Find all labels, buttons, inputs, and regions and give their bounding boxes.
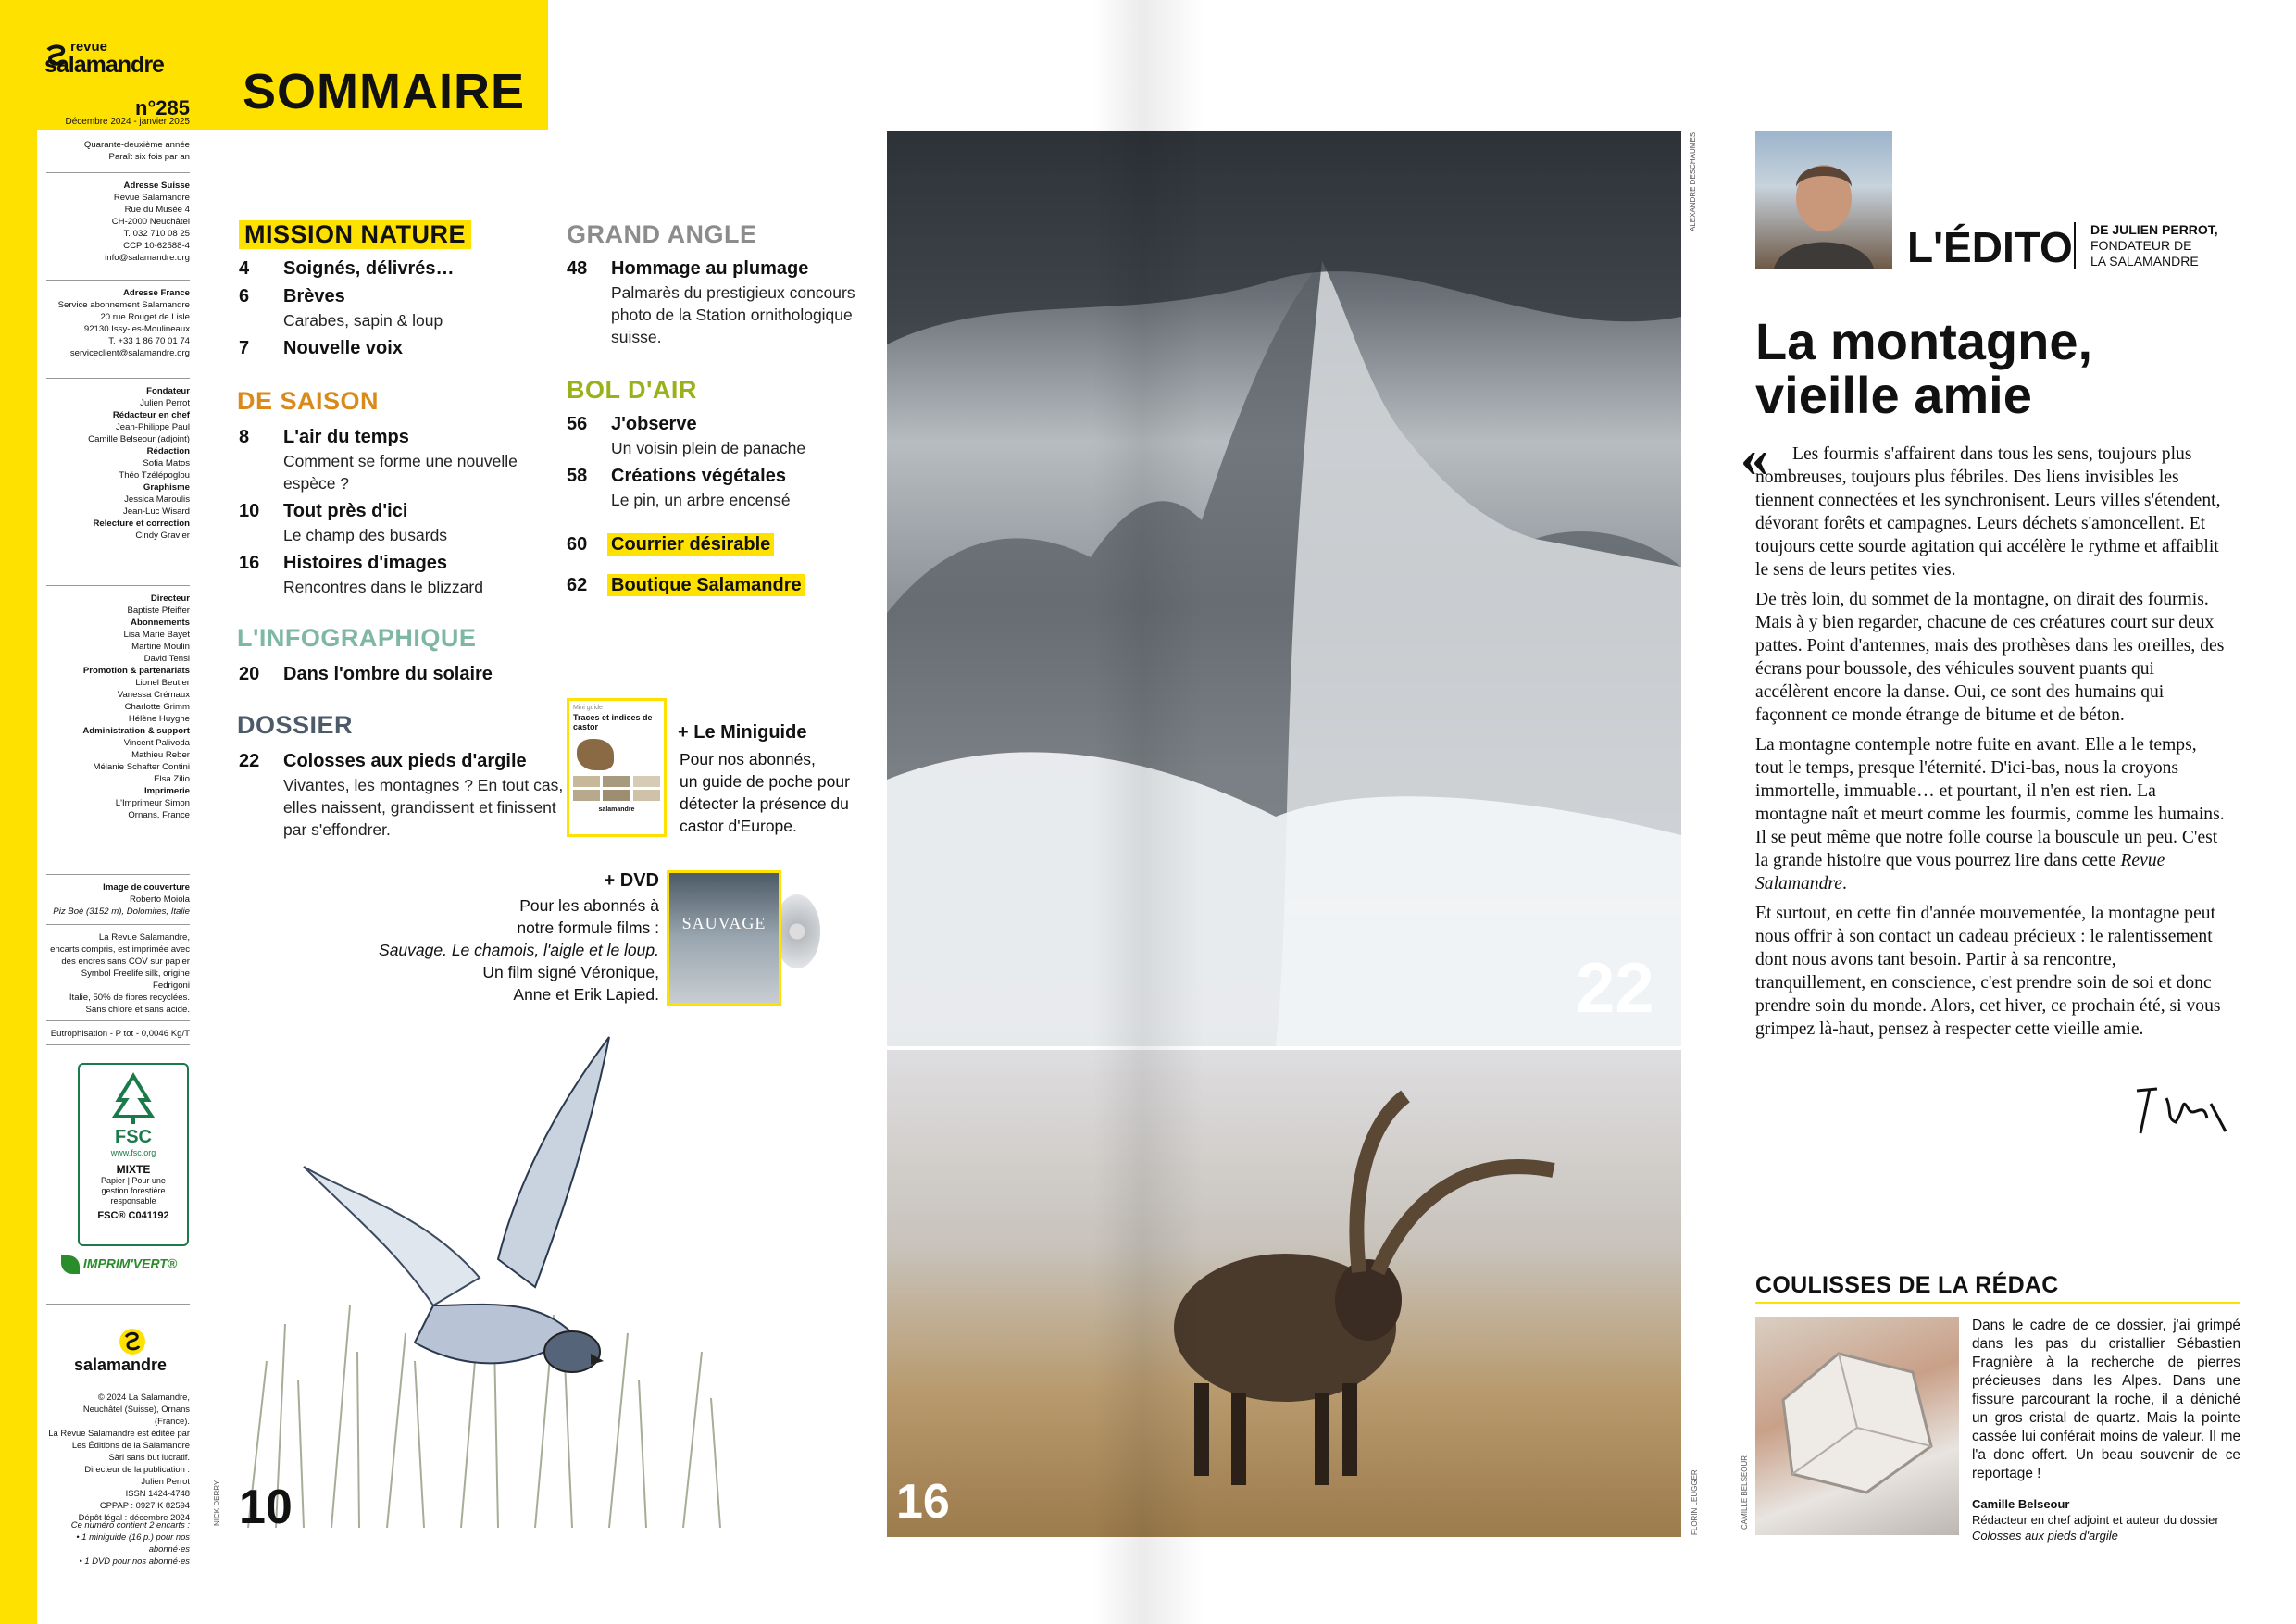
byline-line: DE JULIEN PERROT, [2090, 222, 2218, 237]
toc-desc-line: photo de la Station ornithologique [611, 306, 853, 324]
coulisses-credit: CAMILLE BELSEOUR [1741, 1455, 1749, 1530]
dvd-cover [667, 870, 781, 1006]
copyright-line: Dépôt légal : décembre 2024 [78, 1512, 190, 1522]
staff-title: Directeur [150, 593, 190, 604]
toc-desc-line: Vivantes, les montagnes ? En tout cas, [283, 776, 564, 794]
toc-title: J'observe [611, 414, 697, 434]
imprim-vert-logo [61, 1255, 191, 1289]
eutrophisation: Eutrophisation - P tot - 0,0046 Kg/T [50, 1029, 190, 1039]
salamander-logo-icon [44, 44, 69, 69]
staff-name: Martine Moulin [131, 642, 190, 652]
staff-name: Ornans, France [128, 810, 190, 820]
staff-title: Fondateur [146, 386, 190, 396]
suisse-title: Adresse Suisse [123, 181, 190, 191]
cover-credit-title: Image de couverture [103, 882, 190, 893]
dvd-desc-line: Pour les abonnés à [519, 896, 659, 915]
imprim-vert-label: IMPRIM'VERT® [82, 1255, 178, 1271]
copyright-line: Directeur de la publication : [84, 1464, 190, 1474]
toc-desc-line: elles naissent, grandissent et finissent [283, 798, 556, 817]
france-line: 20 rue Rouget de Lisle [100, 312, 190, 322]
toc-desc: Le champ des busards [283, 526, 448, 544]
photo-credit: FLORIN LEUGGER [1691, 1469, 1699, 1535]
toc-title: Dans l'ombre du solaire [283, 664, 493, 684]
author-role-dossier: Colosses aux pieds d'argile [1972, 1529, 2118, 1543]
toc-page: 48 [567, 258, 588, 279]
france-line: serviceclient@salamandre.org [69, 348, 190, 358]
year-line: Quarante-deuxième année [83, 140, 190, 150]
staff-title: Abonnements [131, 618, 190, 628]
address-france [46, 287, 190, 359]
encarts-line: Ce numéro contient 2 encarts : [70, 1519, 190, 1530]
issue-number: n°285 [135, 96, 190, 119]
edito-paragraph-text: La montagne contemple notre fuite en avant. Elle a le temps, tout le temps, presque l'éternité. D'ici-bas, nous la croyons immortelle, immuable… et pourtant, il n'en est rien. La montagne naît et meurt comme les fourmis, comme les humains. Il se peut même que notre folle course la bouscule un peu. C'est la grande histoire que vous pourrez lire dans cette [1755, 735, 2225, 870]
miniguide-cover-brand: salamandre [598, 806, 635, 813]
toc-desc: Rencontres dans le blizzard [283, 578, 483, 596]
coulisses-author [1972, 1496, 2240, 1543]
dvd-desc [363, 894, 659, 1006]
headline-line: La montagne, [1755, 312, 2093, 370]
portrait-illustration [1755, 131, 1892, 269]
issue-date: Décembre 2024 - janvier 2025 [65, 117, 190, 127]
paper-line: Sans chlore et sans acide. [85, 1005, 190, 1015]
dvd-desc-line: Un film signé Véronique, [482, 963, 659, 981]
copyright-line: © 2024 La Salamandre, [97, 1392, 190, 1402]
staff-name: Sofia Matos [143, 458, 190, 468]
thumb [633, 776, 660, 787]
staff-title: Relecture et correction [93, 518, 190, 529]
fsc-url: www.fsc.org [110, 1148, 156, 1157]
edito-paragraph [1755, 733, 2227, 895]
fsc-text-line: gestion forestière [101, 1186, 166, 1195]
staff-name: Lisa Marie Bayet [123, 630, 190, 640]
miniguide-cover-title: Traces et indices de castor [573, 713, 653, 731]
beaver-icon [577, 739, 614, 770]
toc-page: 20 [239, 664, 260, 684]
staff-name: Mélanie Schafter Contini [93, 762, 190, 772]
section-dossier: DOSSIER [237, 711, 354, 739]
mountain-illustration [887, 131, 1681, 1046]
page-gutter [1092, 0, 1204, 1624]
copyright-line: CPPAP : 0927 K 82594 [99, 1500, 190, 1510]
coulisses-text: Dans le cadre de ce dossier, j'ai grimpé dans les pas du cristallier Sébastien Fragnière à la recherche de pierres précieuses dans les Alpes. Dans une fissure parcourant la roche, il a déniché un gros cristal de quartz. Mais la pointe cassée lui conférait moins de valeur. Il me l'a donc offert. Un beau souvenir de ce reportage ! [1972, 1318, 2240, 1481]
staff-name: Cindy Gravier [135, 531, 190, 541]
toc-page: 62 [567, 575, 588, 595]
copyright-line: Les Éditions de la Salamandre [71, 1440, 190, 1450]
copyright-line: La Revue Salamandre est éditée par [48, 1428, 190, 1438]
fsc-code: FSC® C041192 [97, 1210, 169, 1221]
toc-title: Histoires d'images [283, 553, 448, 573]
toc-page: 6 [239, 286, 250, 306]
toc-desc-line: Palmarès du prestigieux concours [611, 283, 855, 302]
staff-title: Graphisme [143, 482, 190, 493]
opening-quote-mark: « [1741, 427, 1768, 488]
harrier-sketch-illustration [239, 1028, 739, 1537]
edito-body [1755, 443, 2227, 1047]
edito-paragraph: Et surtout, en cette fin d'année mouvementée, la montagne peut nous offrir à son contact un cadeau précieux : le ralentissement dont nous avons tant besoin. Partir à sa rencontre, tranquillement, en conscience, c'est prendre soin de soi et donc prendre soin du monde. Alors, cet hiver, ce prochain été, si vous grimpez là-haut, pensez à respecter cette vieille amie. [1755, 904, 2221, 1039]
edito-separator [2074, 222, 2076, 269]
edito-byline [2090, 222, 2218, 269]
fsc-logo [78, 1063, 189, 1246]
staff-name: David Tensi [144, 654, 190, 664]
france-line: 92130 Issy-les-Moulineaux [83, 324, 190, 334]
fsc-mixte: MIXTE [116, 1163, 151, 1176]
author-role: Rédacteur en chef adjoint et auteur du dossier [1972, 1513, 2219, 1527]
staff-name: Hélène Huyghe [128, 714, 190, 724]
staff-name: Baptiste Pfeiffer [127, 606, 190, 616]
section-mission-nature: MISSION NATURE [239, 220, 471, 249]
toc-title: Tout près d'ici [283, 501, 408, 521]
miniguide-title: + Le Miniguide [678, 722, 807, 743]
staff-name: Camille Belseour (adjoint) [88, 434, 190, 444]
staff-title: Administration & support [82, 726, 190, 736]
toc-title: Nouvelle voix [283, 338, 403, 358]
thumb [573, 790, 600, 801]
mountain-photo [887, 131, 1681, 1046]
staff-name: Vanessa Crémaux [117, 690, 190, 700]
copyright-line: ISSN 1424-4748 [125, 1488, 190, 1498]
staff-name: Jean-Philippe Paul [115, 422, 190, 432]
cover-credit-line: Piz Boè (3152 m), Dolomites, Italie [53, 906, 190, 917]
section-infographique: L'INFOGRAPHIQUE [237, 624, 477, 652]
byline-line: LA SALAMANDRE [2090, 254, 2199, 269]
toc-desc-line: espèce ? [283, 474, 350, 493]
brand-name: salamandre [44, 52, 164, 78]
masthead-year [46, 139, 190, 163]
toc-title: Courrier désirable [607, 533, 774, 556]
edito-paragraph-end: . [1841, 874, 1847, 893]
photo-credit: ALEXANDRE DESCHAUMES [1689, 131, 1697, 231]
paper-line: La Revue Salamandre, [98, 932, 190, 943]
toc-page: 16 [239, 553, 260, 573]
divider [46, 585, 190, 586]
dvd-desc-line: Anne et Erik Lapied. [513, 985, 659, 1004]
credits-staff [46, 385, 190, 542]
salamandre-logo-small [74, 1328, 168, 1375]
address-suisse [46, 180, 190, 264]
france-line: T. +33 1 86 70 01 74 [108, 336, 190, 346]
paper-info [46, 931, 190, 1016]
divider [46, 280, 190, 281]
copyright-line: Neuchâtel (Suisse), Ornans (France). [82, 1404, 190, 1426]
photo-page-number: 22 [1576, 949, 1654, 1028]
toc-page: 56 [567, 414, 588, 434]
staff-name: Jessica Maroulis [124, 494, 190, 505]
toc-desc-line: suisse. [611, 328, 662, 346]
suisse-line: T. 032 710 08 25 [123, 229, 190, 239]
signature-image [2129, 1081, 2231, 1137]
encarts-line: • 1 miniguide (16 p.) pour nos abonné·es [76, 1531, 190, 1554]
toc-desc-line: par s'effondrer. [283, 820, 391, 839]
paper-line: encarts compris, est imprimée avec [50, 944, 190, 955]
sketch-page-number: 10 [239, 1480, 293, 1534]
fsc-text-line: responsable [110, 1196, 156, 1206]
toc-page: 58 [567, 466, 588, 486]
credits-admin [46, 593, 190, 821]
toc-desc [611, 281, 855, 348]
miniguide-desc [680, 748, 850, 837]
divider [46, 924, 190, 925]
suisse-line: CCP 10-62588-4 [123, 241, 190, 251]
france-title: Adresse France [123, 288, 190, 298]
toc-title: Boutique Salamandre [607, 574, 805, 596]
toc-title: Hommage au plumage [611, 258, 809, 279]
encarts-line: • 1 DVD pour nos abonné·es [79, 1555, 190, 1566]
brand-logo [44, 41, 193, 76]
suisse-line: CH-2000 Neuchâtel [111, 217, 190, 227]
miniguide-desc-line: un guide de poche pour [680, 772, 850, 791]
ibex-photo [887, 1050, 1681, 1537]
salamandre-wordmark: salamandre [74, 1355, 168, 1374]
leaf-icon [61, 1255, 80, 1274]
byline-line: FONDATEUR DE [2090, 238, 2192, 253]
section-bol-d-air: BOL D'AIR [567, 376, 697, 404]
staff-name: Elsa Zilio [154, 774, 190, 784]
fsc-tree-icon [106, 1072, 161, 1124]
edito-headline [1755, 312, 2093, 424]
toc-title: L'air du temps [283, 427, 409, 447]
toc-page: 10 [239, 501, 260, 521]
fsc-text-line: Papier | Pour une [101, 1176, 166, 1185]
staff-name: Théo Tzélépoglou [119, 470, 190, 481]
staff-title: Promotion & partenariats [82, 666, 190, 676]
quartz-crystal-photo [1755, 1317, 1959, 1535]
toc-page: 22 [239, 751, 260, 771]
edito-paragraph: De très loin, du sommet de la montagne, on dirait des fourmis. Mais à y bien regarder, chacune de ces créatures court sur deux pattes. Point d'antennes, mais des prothèses dans les oreilles, des écrans pour boussole, des véhicules souvent puants qui accélèrent encore la danse. Oui, ce sont des humains qui façonnent ce monde étrange de bitume et de béton. [1755, 590, 2225, 725]
frequency-line: Paraît six fois par an [108, 152, 190, 162]
section-de-saison: DE SAISON [237, 387, 380, 415]
toc-page: 60 [567, 534, 588, 555]
france-line: Service abonnement Salamandre [57, 300, 190, 310]
toc-desc [283, 450, 518, 494]
staff-name: Jean-Luc Wisard [123, 506, 190, 517]
ibex-illustration [887, 1050, 1681, 1537]
toc-desc: Le pin, un arbre encensé [611, 491, 791, 509]
staff-title: Rédaction [146, 446, 190, 456]
divider [46, 1044, 190, 1045]
toc-title: Créations végétales [611, 466, 786, 486]
headline-line: vieille amie [1755, 366, 2032, 424]
thumb [603, 790, 630, 801]
miniguide-desc-line: castor d'Europe. [680, 817, 797, 835]
dvd-desc-film: Sauvage. Le chamois, l'aigle et le loup. [379, 941, 659, 959]
thumb [603, 776, 630, 787]
toc-desc: Un voisin plein de panache [611, 439, 806, 457]
author-portrait [1755, 131, 1892, 269]
miniguide-thumbs [573, 776, 660, 801]
staff-name: Mathieu Reber [131, 750, 190, 760]
dvd-title: + DVD [604, 870, 659, 891]
toc-page: 7 [239, 338, 250, 358]
divider [46, 172, 190, 173]
quartz-illustration [1755, 1317, 1959, 1535]
staff-title: Imprimerie [144, 786, 190, 796]
coulisses-title: COULISSES DE LA RÉDAC [1755, 1272, 2059, 1298]
divider [46, 1304, 190, 1305]
thumb [573, 776, 600, 787]
copyright-line: Julien Perrot [141, 1476, 190, 1486]
author-name: Camille Belseour [1972, 1497, 2070, 1511]
sketch-credit: NICK DERRY [213, 1480, 221, 1526]
section-grand-angle: GRAND ANGLE [567, 220, 757, 248]
photo-page-number: 16 [896, 1475, 950, 1529]
suisse-line: Revue Salamandre [113, 193, 190, 203]
miniguide-desc-line: Pour nos abonnés, [680, 750, 816, 768]
dvd-desc-line: notre formule films : [517, 918, 659, 937]
toc-desc: Carabes, sapin & loup [283, 311, 443, 330]
coulisses-rule [1755, 1302, 2240, 1304]
miniguide-cover [567, 698, 667, 837]
fsc-text [80, 1176, 187, 1206]
edito-label: L'ÉDITO [1907, 223, 2073, 271]
encarts-note [46, 1518, 190, 1567]
brand-revue: revue [70, 39, 108, 55]
staff-name: Vincent Palivoda [123, 738, 190, 748]
toc-page: 4 [239, 258, 250, 279]
divider [46, 874, 190, 875]
copyright-block [46, 1391, 190, 1523]
edito-italic: Revue Salamandre [1755, 851, 2165, 893]
staff-name: Julien Perrot [140, 398, 190, 408]
toc-desc [283, 774, 563, 841]
toc-title: Soignés, délivrés… [283, 258, 455, 279]
fsc-label: FSC [115, 1127, 152, 1147]
yellow-margin-strip [0, 0, 37, 1624]
suisse-line: Rue du Musée 4 [124, 205, 190, 215]
staff-title: Rédacteur en chef [112, 410, 190, 420]
divider [46, 1020, 190, 1021]
toc-page: 8 [239, 427, 250, 447]
copyright-line: Sàrl sans but lucratif. [108, 1452, 190, 1462]
staff-name: Lionel Beutler [135, 678, 190, 688]
salamander-logo-icon [119, 1328, 146, 1355]
toc-title: Brèves [283, 286, 345, 306]
toc-title: Colosses aux pieds d'argile [283, 751, 527, 771]
miniguide-cover-top: Mini guide [573, 705, 603, 711]
divider [46, 378, 190, 379]
staff-name: Charlotte Grimm [124, 702, 190, 712]
cover-credit-line: Roberto Moiola [129, 894, 190, 905]
edito-paragraph: Les fourmis s'affairent dans tous les sens, toujours plus nombreuses, toujours plus fébriles. Des liens invisibles les tiennent connectées et les synchronisent. Leurs villes s'étendent, dévorant forêts et campagnes. Leurs déchets s'amoncellent. Et toujours cette sourde agitation qui accélère le rythme et affaiblit le sens de leurs petites vies. [1755, 444, 2221, 580]
paper-line: Italie, 50% de fibres recyclées. [69, 993, 190, 1003]
dvd-cover-title: SAUVAGE [681, 914, 767, 932]
miniguide-desc-line: détecter la présence du [680, 794, 849, 813]
page-title: SOMMAIRE [243, 64, 525, 119]
paper-line: des encres sans COV sur papier [61, 956, 190, 967]
staff-name: L'Imprimeur Simon [115, 798, 190, 808]
toc-desc-line: Comment se forme une nouvelle [283, 452, 518, 470]
paper-line: Symbol Freelife silk, origine Fedrigoni [81, 968, 190, 991]
cover-credit [46, 881, 190, 918]
thumb [633, 790, 660, 801]
suisse-line: info@salamandre.org [105, 253, 190, 263]
